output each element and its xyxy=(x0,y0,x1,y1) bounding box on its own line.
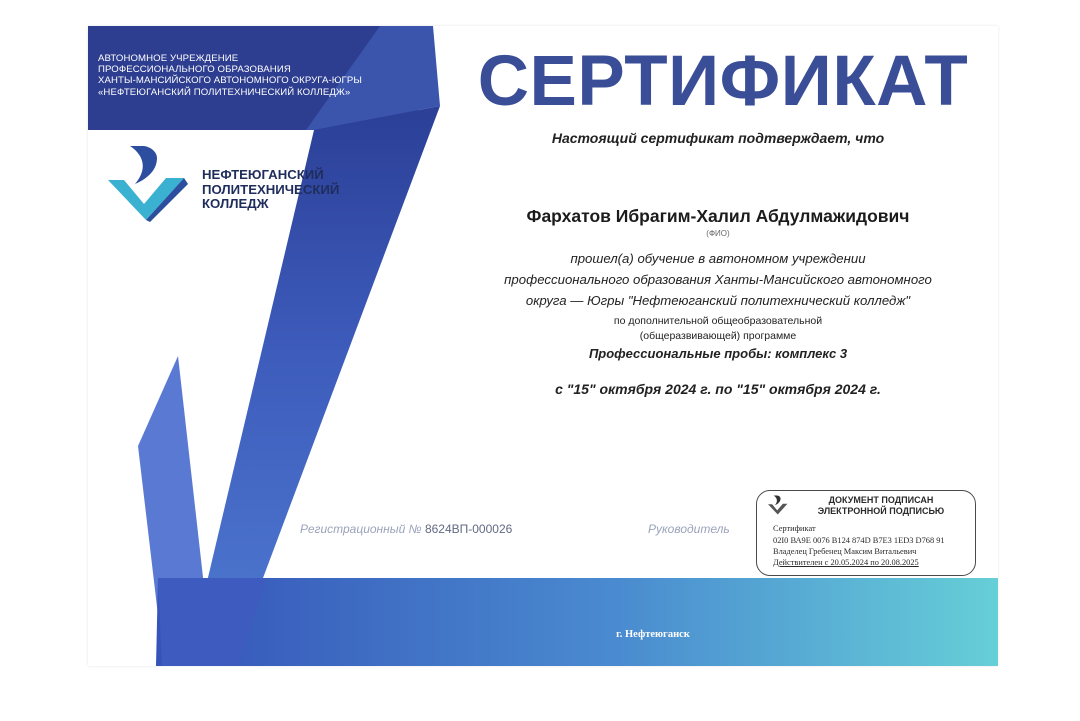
institution-line: АВТОНОМНОЕ УЧРЕЖДЕНИЕ xyxy=(98,53,239,64)
registration-number xyxy=(300,522,512,536)
statement-line: округа — Югры "Нефтеюганский политехнический колледж" xyxy=(525,293,911,308)
certificate-title: СЕРТИФИКАТ xyxy=(477,42,969,121)
registration-value: 8624ВП-000026 xyxy=(424,522,513,536)
signature-logo-icon xyxy=(767,495,789,515)
signature-title-line: ДОКУМЕНТ ПОДПИСАН xyxy=(828,495,934,505)
institution-line: ХАНТЫ-МАНСИЙСКОГО АВТОНОМНОГО ОКРУГА-ЮГРЫ xyxy=(98,75,362,87)
logo-line: ПОЛИТЕХНИЧЕСКИЙ xyxy=(202,181,340,197)
program-name: Профессиональные пробы: комплекс 3 xyxy=(588,346,848,361)
statement-line: профессионального образования Ханты-Мансийского автономного xyxy=(504,272,932,287)
institution-name xyxy=(98,53,398,98)
head-label: Руководитель xyxy=(648,522,730,536)
signature-owner: Владелец Гребенец Максим Витальевич xyxy=(773,547,917,556)
electronic-signature-stamp xyxy=(756,490,976,576)
intro-text: Настоящий сертификат подтверждает, что xyxy=(551,130,885,146)
logo-line: КОЛЛЕДЖ xyxy=(202,196,269,212)
statement-line: прошел(а) обучение в автономном учреждении xyxy=(570,251,866,266)
logo-line: НЕФТЕЮГАНСКИЙ xyxy=(202,167,324,182)
training-dates: с "15" октября 2024 г. по "15" октября 2024 г. xyxy=(555,381,881,397)
training-statement xyxy=(468,248,968,311)
signature-title xyxy=(793,495,969,517)
recipient-name: Фархатов Ибрагим-Халил Абдулмажидович xyxy=(526,206,910,226)
program-intro-line: по дополнительной общеобразовательной xyxy=(613,315,823,327)
registration-label: Регистрационный № xyxy=(300,522,422,536)
signature-validity: Действителен с 20.05.2024 по 20.08.2025 xyxy=(773,558,919,567)
program-intro xyxy=(468,314,968,344)
city-name: г. Нефтеюганск xyxy=(616,629,690,640)
signature-title-line: ЭЛЕКТРОННОЙ ПОДПИСЬЮ xyxy=(817,506,945,516)
institution-line: ПРОФЕССИОНАЛЬНОГО ОБРАЗОВАНИЯ xyxy=(98,64,291,76)
college-logo-text xyxy=(202,168,339,212)
college-logo-icon xyxy=(104,144,190,222)
signature-cert-number: 02І0 ВА9Е 0076 В124 874D В7Е3 1ED3 D768 91 xyxy=(773,536,945,545)
signature-cert-label: Сертификат xyxy=(773,524,816,533)
name-caption: (ФИО) xyxy=(706,229,730,238)
certificate xyxy=(88,26,998,666)
institution-line: «НЕФТЕЮГАНСКИЙ ПОЛИТЕХНИЧЕСКИЙ КОЛЛЕДЖ» xyxy=(98,86,351,98)
program-intro-line: (общеразвивающей) программе xyxy=(639,330,797,342)
